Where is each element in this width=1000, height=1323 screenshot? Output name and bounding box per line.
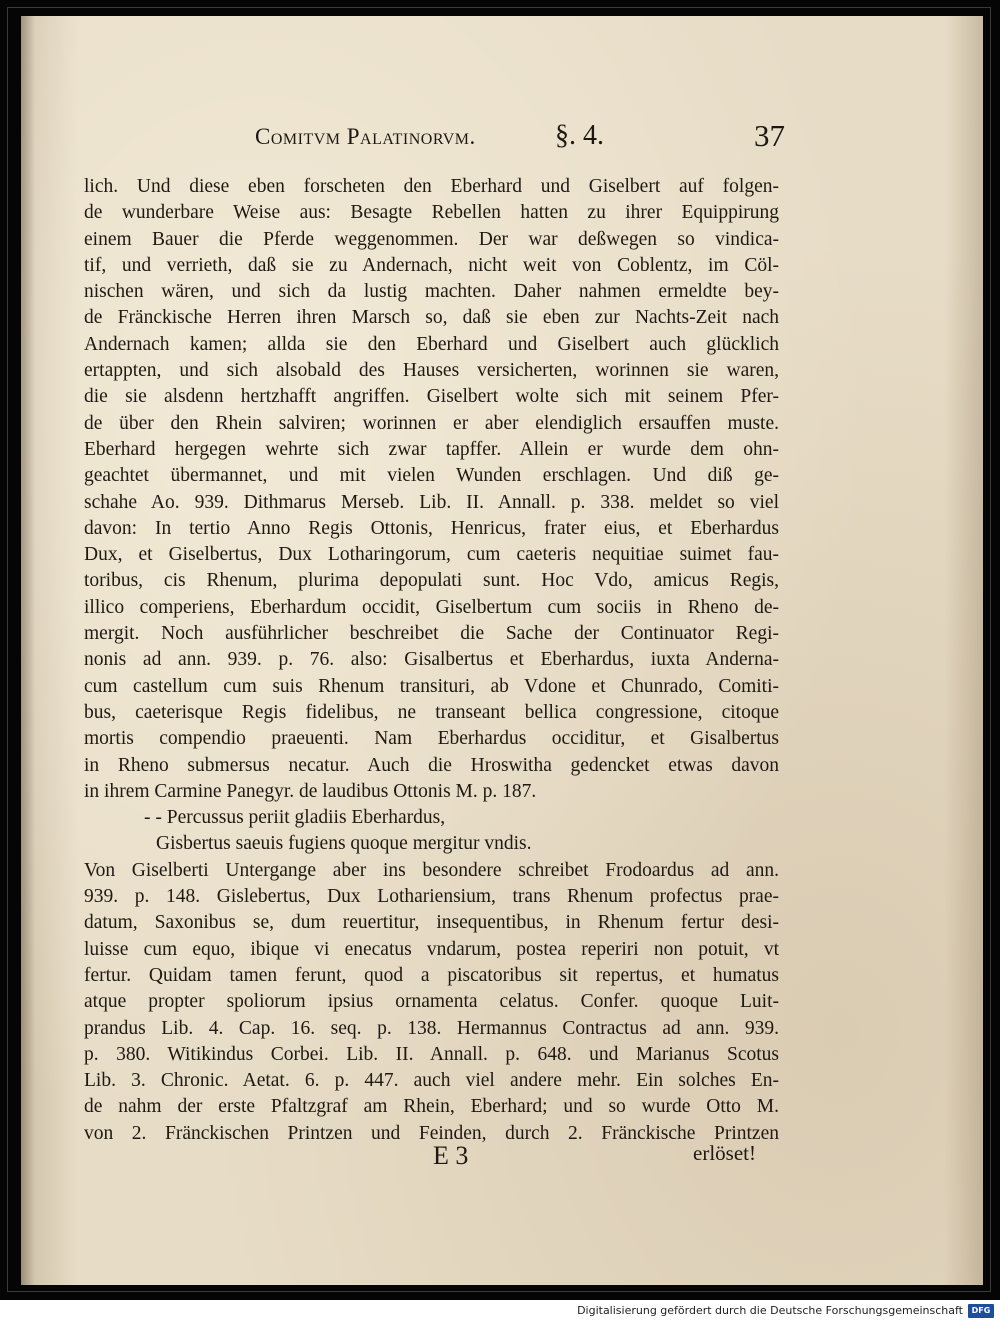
viewer-footer xyxy=(0,1300,1000,1323)
text-line: cum castellum cum suis Rhenum transituri, ab Vdone et Chunrado, Comiti- xyxy=(84,675,779,697)
text-line: bus, caeterisque Regis fidelibus, ne transeant bellica congressione, citoque xyxy=(84,701,779,723)
section-mark: §. 4. xyxy=(555,120,604,151)
funding-credit: Digitalisierung gefördert durch die Deutsche Forschungsgemeinschaft xyxy=(577,1304,963,1317)
text-line: die sie alsdenn hertzhafft angriffen. Giselbert wolte sich mit seinem Pfer- xyxy=(84,386,779,408)
text-line: de wunderbare Weise aus: Besagte Rebellen hatten zu ihrer Equippirung xyxy=(84,202,779,224)
text-line: geachtet übermannet, und mit vielen Wunden erschlagen. Und diß ge- xyxy=(84,465,779,487)
text-line: Von Giselberti Untergange aber ins besondere schreibet Frodoardus ad ann. xyxy=(84,859,779,881)
text-line: mortis compendio praeuenti. Nam Eberhardus occiditur, et Gisalbertus xyxy=(84,728,779,750)
dfg-logo-icon: DFG xyxy=(968,1304,994,1318)
text-line: nonis ad ann. 939. p. 76. also: Gisalbertus et Eberhardus, iuxta Anderna- xyxy=(84,649,779,671)
text-line: Andernach kamen; allda sie den Eberhard und Giselbert auch glücklich xyxy=(84,333,779,355)
signature-mark: E 3 xyxy=(433,1141,469,1170)
text-line: de nahm der erste Pfaltzgraf am Rhein, Eberhard; und so wurde Otto M. xyxy=(84,1096,779,1118)
text-line: de Fränckische Herren ihren Marsch so, daß sie eben zur Nachts-Zeit nach xyxy=(84,307,779,329)
text-line: datum, Saxonibus se, dum reuertitur, insequentibus, in Rhenum fertur desi- xyxy=(84,912,779,934)
text-line: 939. p. 148. Gislebertus, Dux Lothariensium, trans Rhenum profectus prae- xyxy=(84,886,779,908)
text-line: atque propter spoliorum ipsius ornamenta celatus. Confer. quoque Luit- xyxy=(84,991,779,1013)
verse-line: - - Percussus periit gladiis Eberhardus, xyxy=(144,807,446,829)
text-line: lich. Und diese eben forscheten den Eberhard und Giselbert auf folgen- xyxy=(84,176,779,197)
text-line: Dux, et Giselbertus, Dux Lotharingorum, cum caeteris nequitiae suimet fau- xyxy=(84,544,779,566)
text-line: toribus, cis Rhenum, plurima depopulati sunt. Hoc Vdo, amicus Regis, xyxy=(84,570,779,592)
text-line: in Rheno submersus necatur. Auch die Hroswitha gedencket etwas davon xyxy=(84,754,779,776)
page-number: 37 xyxy=(754,118,785,153)
text-line: luisse cum equo, ibique vi enecatus vndarum, postea reperiri non potuit, vt xyxy=(84,938,779,960)
text-line: mergit. Noch ausführlicher beschreibet die Sache der Continuator Regi- xyxy=(84,623,779,645)
text-line: davon: In tertio Anno Regis Ottonis, Henricus, frater eius, et Eberhardus xyxy=(84,517,779,539)
text-line: in ihrem Carmine Panegyr. de laudibus Ottonis M. p. 187. xyxy=(84,780,537,802)
text-line: Lib. 3. Chronic. Aetat. 6. p. 447. auch viel andere mehr. Ein solches En- xyxy=(84,1070,779,1092)
verse-line: Gisbertus saeuis fugiens quoque mergitur vndis. xyxy=(156,833,532,855)
text-line: fertur. Quidam tamen ferunt, quod a piscatoribus sit repertus, et humatus xyxy=(84,964,779,986)
scanned-page xyxy=(21,16,983,1285)
text-line: schahe Ao. 939. Dithmarus Merseb. Lib. II. Annall. p. 338. meldet so viel xyxy=(84,491,779,513)
text-line: p. 380. Witikindus Corbei. Lib. II. Annall. p. 648. und Marianus Scotus xyxy=(84,1043,779,1065)
body-text xyxy=(84,174,779,1147)
page-gutter-shadow xyxy=(21,16,35,1285)
running-title: Comitvm Palatinorvm. xyxy=(255,124,476,149)
text-line: illico comperiens, Eberhardum occidit, Giselbertum cum sociis in Rheno de- xyxy=(84,596,779,618)
text-line: prandus Lib. 4. Cap. 16. seq. p. 138. Hermannus Contractus ad ann. 939. xyxy=(84,1017,779,1039)
text-line: nischen wären, und sich da lustig machten. Daher nahmen ermeldte bey- xyxy=(84,281,779,303)
text-line: tif, und verrieth, daß sie zu Andernach, nicht weit von Coblentz, im Cöl- xyxy=(84,254,779,276)
text-line: de über den Rhein salviren; worinnen er aber elendiglich ersauffen muste. xyxy=(84,412,779,434)
text-line: einem Bauer die Pferde weggenommen. Der war deßwegen so vindica- xyxy=(84,228,779,250)
running-header xyxy=(255,118,785,158)
catchword: erlöset! xyxy=(693,1141,756,1165)
text-line: Eberhard hergegen wehrte sich zwar tapffer. Allein er wurde dem ohn- xyxy=(84,438,779,460)
text-line: von 2. Fränckischen Printzen und Feinden, durch 2. Fränckische Printzen xyxy=(84,1122,779,1144)
text-line: ertappten, und sich alsobald des Hauses versicherten, worinnen sie waren, xyxy=(84,360,779,382)
